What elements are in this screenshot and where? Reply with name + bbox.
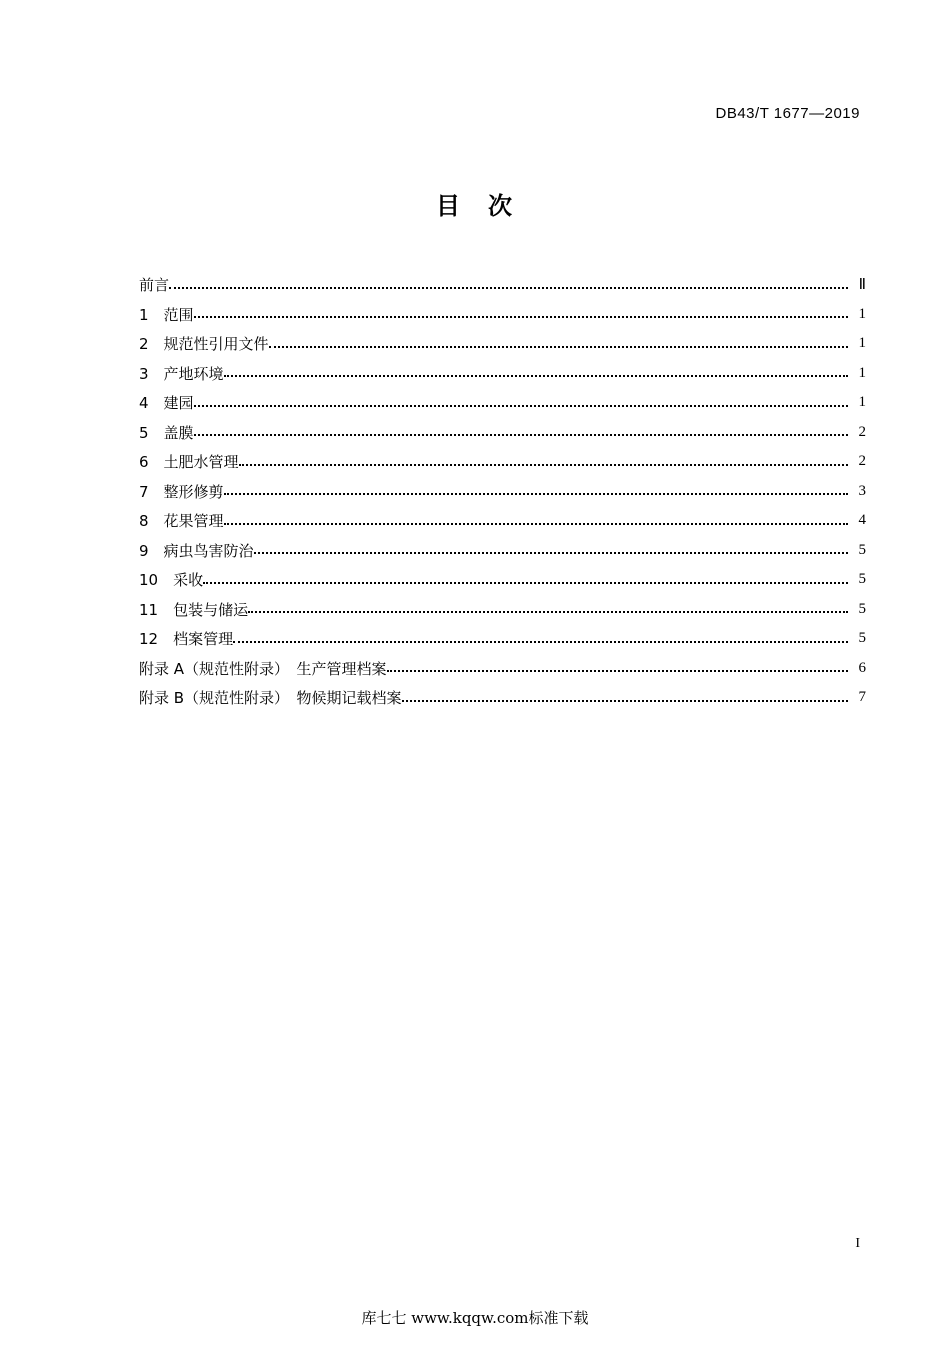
toc-entry-page: 5 xyxy=(858,630,866,647)
toc-entry-label: 9 病虫鸟害防治 xyxy=(139,541,254,560)
table-of-contents xyxy=(139,270,866,713)
toc-leader-dots xyxy=(224,483,848,499)
toc-entry-label: 2 规范性引用文件 xyxy=(139,335,269,354)
toc-entry-page: 4 xyxy=(858,512,866,529)
toc-leader-dots xyxy=(269,336,848,352)
toc-entry-page: Ⅱ xyxy=(858,277,866,294)
toc-entry[interactable] xyxy=(139,418,866,448)
toc-entry-label: 7 整形修剪 xyxy=(139,482,224,501)
toc-entry-label: 4 建园 xyxy=(139,394,194,413)
toc-entry-label: 11 包装与储运 xyxy=(139,600,249,619)
toc-entry-page: 1 xyxy=(858,394,866,411)
toc-entry-label: 3 产地环境 xyxy=(139,364,224,383)
toc-leader-dots xyxy=(387,660,848,676)
document-code: DB43/T 1677—2019 xyxy=(715,105,860,122)
toc-entry-page: 6 xyxy=(858,659,866,676)
toc-entry[interactable] xyxy=(139,329,866,359)
toc-entry[interactable] xyxy=(139,654,866,684)
page-title: 目 次 xyxy=(436,192,514,220)
toc-entry-label: 8 花果管理 xyxy=(139,512,224,531)
toc-leader-dots xyxy=(233,631,848,647)
toc-entry-page: 1 xyxy=(858,305,866,322)
toc-entry-label: 附录 A（规范性附录） 生产管理档案 xyxy=(139,659,387,678)
toc-entry-label: 10 采收 xyxy=(139,571,204,590)
toc-entry[interactable] xyxy=(139,565,866,595)
toc-leader-dots xyxy=(224,365,848,381)
toc-leader-dots xyxy=(194,395,848,411)
toc-entry-label: 5 盖膜 xyxy=(139,423,194,442)
toc-leader-dots xyxy=(402,690,848,706)
toc-entry-page: 1 xyxy=(858,335,866,352)
toc-entry-label: 6 土肥水管理 xyxy=(139,453,239,472)
toc-entry-page: 2 xyxy=(858,453,866,470)
toc-entry[interactable] xyxy=(139,388,866,418)
toc-entry-page: 1 xyxy=(858,364,866,381)
toc-entry-label: 12 档案管理 xyxy=(139,630,234,649)
toc-entry-page: 5 xyxy=(858,600,866,617)
toc-entry-label: 前言 xyxy=(139,276,170,295)
toc-entry[interactable] xyxy=(139,536,866,566)
toc-entry[interactable] xyxy=(139,506,866,536)
toc-leader-dots xyxy=(239,454,848,470)
toc-entry-page: 3 xyxy=(858,482,866,499)
toc-entry-page: 2 xyxy=(858,423,866,440)
toc-entry-page: 7 xyxy=(858,689,866,706)
page-number: I xyxy=(855,1236,860,1251)
footer-watermark: 库七七 www.kqqw.com标准下载 xyxy=(361,1309,589,1327)
toc-entry-label: 1 范围 xyxy=(139,305,194,324)
toc-entry[interactable] xyxy=(139,359,866,389)
toc-entry[interactable] xyxy=(139,447,866,477)
toc-leader-dots xyxy=(224,513,848,529)
toc-entry[interactable] xyxy=(139,300,866,330)
toc-entry[interactable] xyxy=(139,683,866,713)
toc-leader-dots xyxy=(203,572,848,588)
toc-entry-page: 5 xyxy=(858,541,866,558)
toc-leader-dots xyxy=(248,601,848,617)
toc-leader-dots xyxy=(254,542,848,558)
toc-entry-label: 附录 B（规范性附录） 物候期记载档案 xyxy=(139,689,402,708)
toc-entry-page: 5 xyxy=(858,571,866,588)
toc-entry[interactable] xyxy=(139,624,866,654)
toc-entry[interactable] xyxy=(139,595,866,625)
toc-leader-dots xyxy=(169,277,848,293)
toc-entry[interactable] xyxy=(139,270,866,300)
toc-leader-dots xyxy=(194,306,848,322)
toc-leader-dots xyxy=(194,424,848,440)
toc-entry[interactable] xyxy=(139,477,866,507)
